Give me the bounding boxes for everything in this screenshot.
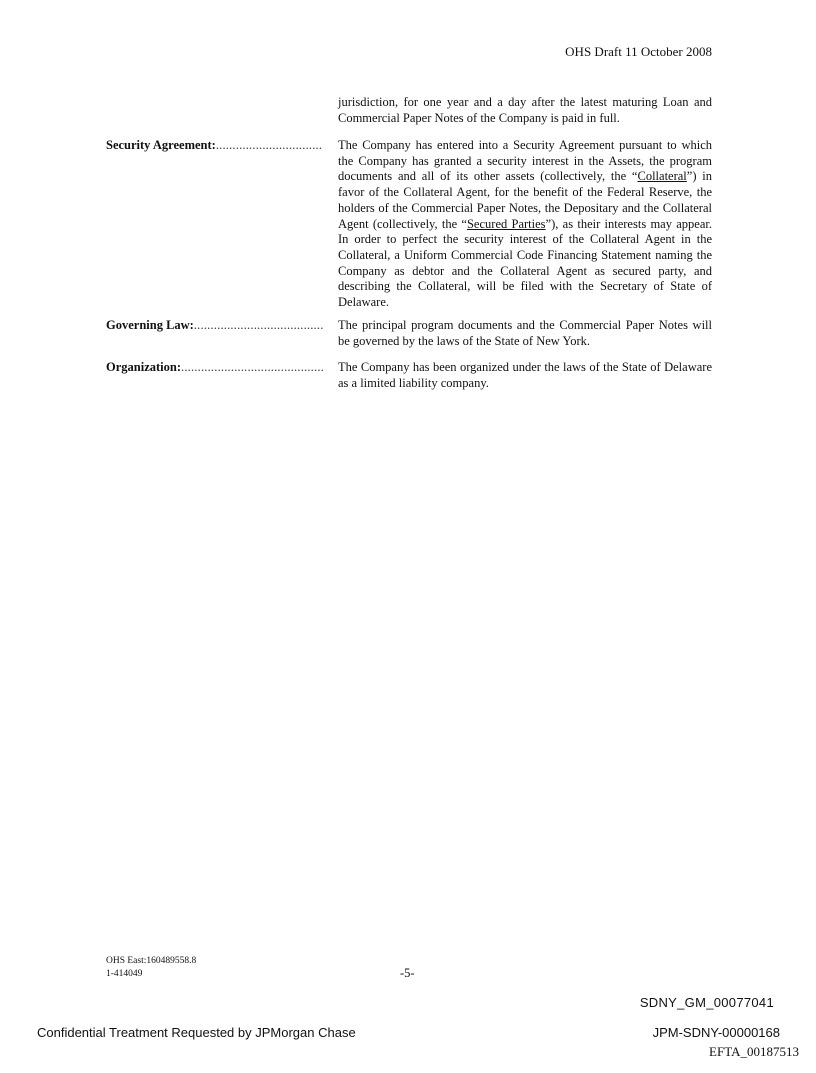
efta-number: EFTA_00187513 (709, 1044, 799, 1059)
section-text: The Company has been organized under the laws of the State of Delaware as a limited liability company. (338, 360, 712, 390)
section-governing-law (106, 318, 712, 349)
bates-number: SDNY_GM_00077041 (639, 995, 774, 1010)
page-number: -5- (400, 966, 415, 980)
section-organization (106, 360, 712, 391)
section-text: The Company has entered into a Security Agreement pursuant to which the Company has granted a security interest in the Assets, the program documents and all of its other assets (collectively, the “Collateral”) in favor of the Collateral Agent, for the benefit of the Federal Reserve, the holders of the Commercial Paper Notes, the Depositary and the Collateral Agent (collectively, the “Secured Parties”), as their interests may appear. In order to perfect the security interest of the Collateral Agent in the Collateral, a Uniform Commercial Code Financing Statement naming the Company as debtor and the Collateral Agent as secured party, and describing the Collateral, will be filed with the Secretary of State of Delaware. (338, 138, 713, 310)
term-label: Security Agreement:................................ (106, 138, 323, 152)
section-security-agreement (106, 138, 712, 311)
term-label: Organization:........................................... (106, 360, 324, 374)
draft-header: OHS Draft 11 October 2008 (565, 44, 712, 59)
confidential-notice: Confidential Treatment Requested by JPMorgan Chase (37, 1025, 356, 1040)
defined-term-secured-parties: Secured Parties (466, 216, 546, 231)
continuation-row (106, 95, 712, 126)
defined-term-collateral: Collateral (637, 169, 687, 184)
continuation-text: jurisdiction, for one year and a day after the latest maturing Loan and Commercial Paper Notes of the Company is paid in full. (338, 95, 712, 125)
doc-id: OHS East:160489558.8 (106, 956, 197, 966)
footer-doc-ids (106, 955, 196, 981)
doc-ref: 1-414049 (106, 969, 143, 979)
jpm-bates-number: JPM-SDNY-00000168 (652, 1025, 780, 1040)
section-text: The principal program documents and the Commercial Paper Notes will be governed by the laws of the State of New York. (338, 318, 712, 348)
term-label: Governing Law:....................................... (106, 318, 324, 332)
